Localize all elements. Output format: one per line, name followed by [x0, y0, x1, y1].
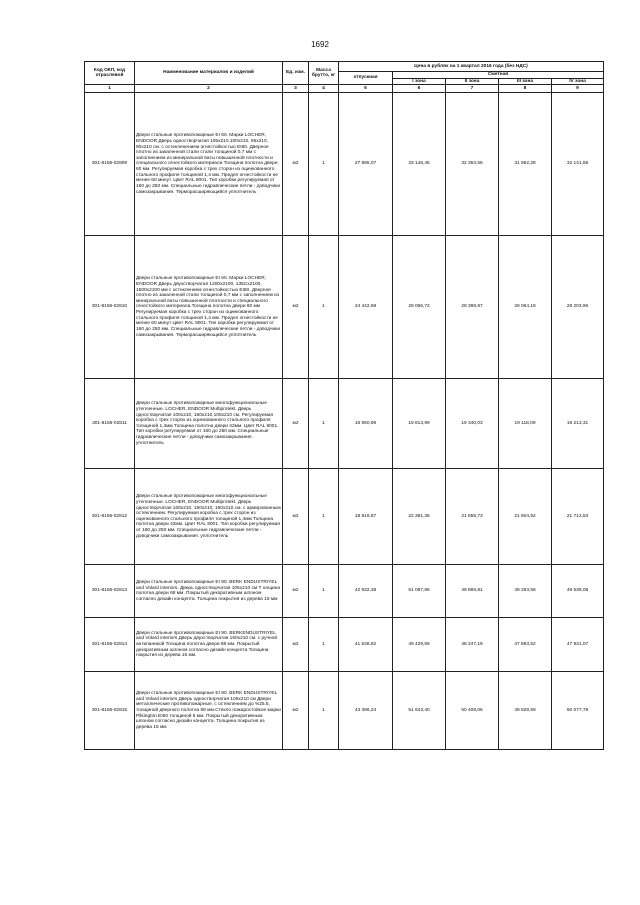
zone-3-price: 31 962,28: [499, 93, 552, 236]
item-mass: 1: [309, 379, 339, 469]
zone-2-price: 19 340,03: [446, 379, 499, 469]
column-number: 4: [309, 85, 339, 93]
item-mass: 1: [309, 469, 339, 565]
release-price: 16 650,96: [339, 379, 393, 469]
header-zone-1: I зона: [393, 78, 446, 85]
header-price-title: Цена в рублях на 1 квартал 2016 года (без НДС): [339, 62, 604, 72]
item-description: Двери стальные противопожарные многофункциональные утепленные. LOCHER, ENDOOR Multiprotekt. Дверь одностворчатая 100х210, 150х210, 160х210 см. с армированным остеклением. Регулируемая коробка с трех сторон из оцинкованного стального профиля толщиной 1,4мм Толщина полотна двери 42мм. Цвет RAL 9001. Тип коробки регулируемая от 160 до 250 мм. Специальные гидравлические петли - доводчики самозакрывания. уплотнитель: [135, 469, 283, 565]
release-price: 42 932,38: [339, 565, 393, 618]
zone-3-price: 19 118,09: [499, 379, 552, 469]
table-row: [85, 469, 604, 565]
zone-2-price: 32 353,56: [446, 93, 499, 236]
table-row: [85, 565, 604, 618]
table-row: [85, 672, 604, 750]
item-unit: м2: [283, 236, 309, 379]
page-number: 1692: [311, 40, 329, 49]
item-mass: 1: [309, 93, 339, 236]
zone-3-price: 49 293,56: [499, 565, 552, 618]
column-number: 9: [552, 85, 604, 93]
zone-1-price: 51 643,40: [393, 672, 446, 750]
zone-4-price: 49 539,08: [552, 565, 604, 618]
zone-1-price: 22 391,35: [393, 469, 446, 565]
release-price: 43 396,24: [339, 672, 393, 750]
column-number: 3: [283, 85, 309, 93]
table-row: [85, 379, 604, 469]
item-unit: м2: [283, 379, 309, 469]
item-unit: м2: [283, 469, 309, 565]
column-number: 2: [135, 85, 283, 93]
header-release-price: отпускная: [339, 72, 393, 85]
header-zone-3: III зона: [499, 78, 552, 85]
item-unit: м2: [283, 672, 309, 750]
zone-1-price: 33 146,45: [393, 93, 446, 236]
zone-4-price: 50 077,78: [552, 672, 604, 750]
release-price: 41 538,82: [339, 618, 393, 672]
column-number: 7: [446, 85, 499, 93]
table-header-row: [85, 62, 604, 72]
column-number: 6: [393, 85, 446, 93]
zone-1-price: 51 087,86: [393, 565, 446, 618]
header-estimate: Сметная: [393, 72, 604, 79]
zone-1-price: 29 065,72: [393, 236, 446, 379]
column-number: 5: [339, 85, 393, 93]
header-code: Код ОКП, код отраслевой: [85, 62, 135, 85]
item-unit: м2: [283, 93, 309, 236]
zone-3-price: 47 693,52: [499, 618, 552, 672]
header-zone-4: IV зона: [552, 78, 604, 85]
zone-3-price: 49 829,59: [499, 672, 552, 750]
zone-2-price: 21 855,73: [446, 469, 499, 565]
column-number-row: [85, 85, 604, 93]
zone-2-price: 48 247,19: [446, 618, 499, 672]
item-code: 301-8156-02809: [85, 93, 135, 236]
item-code: 301-8156-02814: [85, 618, 135, 672]
header-unit: Ед. изм.: [283, 62, 309, 85]
item-mass: 1: [309, 236, 339, 379]
price-table: [84, 61, 604, 750]
zone-4-price: 32 141,56: [552, 93, 604, 236]
item-unit: м2: [283, 618, 309, 672]
zone-1-price: 49 429,58: [393, 618, 446, 672]
item-mass: 1: [309, 565, 339, 618]
item-unit: м2: [283, 565, 309, 618]
release-price: 24 442,58: [339, 236, 393, 379]
item-code: 301-8156-02815: [85, 672, 135, 750]
item-description: Двери стальные противопожарные EI 60. Марки LOCHER, ENDOOR Дверь одностворчатая 105х210,100х210, 95х210, 90х210 см. с остекленением огнестойкостью EI60. Дверное плотно из закаленной стали стали толщиной 0,7 мм с заполнением из минеральной ваты повышенной плотности и специального огнестойкого материала Толщина полотна двери 60 мм. Регулируемая коробка с трех сторон из оцинкованного стального профиля толщиной 1,4 мм. Предел огнестойкости не менее 60 минут. Цвет RAL 9001. Тип коробки регулируемая от 160 до 250 мм. Специальные гидравлические петли - доводчики самозакрывания. Терморасширяющийся уплотнитель: [135, 93, 283, 236]
item-description: Двери стальные противопожарные EI 90. BERKENDUSTRIYEL and Volard interiors Дверь двухстворчатая 160х210 см. с ручной антипаникой Толщина полотна двери 68 мм. Покрытый декоративным шпоном согласно дизайн концепта Толщина покрытия из дерева 15 мм.: [135, 618, 283, 672]
item-description: Двери стальные противопожарные многофункциональные утепленные. LOCHER, ENDOOR Multiprotekt. Дверь одностворчатая 100х210, 150х210,105х210 см. Регулируемая коробка с трех сторон из оцинкованного стального профиля толщиной 1,4мм Толщина полотна двери 42мм. Цвет RAL 9001. Тип коробки регулируемая от 160 до 250 мм. Специальные гидравлические петли - доводчики самозакрывания. уплотнитель: [135, 379, 283, 469]
zone-4-price: 47 931,07: [552, 618, 604, 672]
item-code: 301-8156-02810: [85, 236, 135, 379]
zone-4-price: 28 203,96: [552, 236, 604, 379]
table-row: [85, 618, 604, 672]
zone-3-price: 28 064,18: [499, 236, 552, 379]
zone-4-price: 21 712,53: [552, 469, 604, 565]
zone-2-price: 49 865,81: [446, 565, 499, 618]
column-number: 8: [499, 85, 552, 93]
item-code: 301-8156-02811: [85, 379, 135, 469]
item-description: Двери стальные противопожарные EI 60. Марки LOCHER, ENDOOR Дверь двухстворчатая 1200х2100, 135Сх2100, 1500х2100 мм с остеклением огнестойкостью EI60. Дверное плотно из закаленной стали толщиной 0,7 мм с заполнением из минеральной ваты повышенной плотности и специального огнестойкого материала.Толщина полотна двери 60 мм Регулируемая коробка с трех сторон из оцинкованного стального профиля толщиной 1,4 мм. Предел огнестойкости не менее 60 минут Цвет RAL 9001. Тип коробки регулируемая от 160 до 250 мм. Специальные гидравлические петли - доводчики самозакрывания. Терморасширяющийся уплотнитель: [135, 236, 283, 379]
item-mass: 1: [309, 672, 339, 750]
table-row: [85, 93, 604, 236]
item-description: Двери стальные противопожарные EI 90. BERK ENDUSTRIYEL and Volard interiors Дверь одностворчатая 105х210 см Двери металлические противопожарные, с остеклением до %25.5, толщиной дверного полотна 68 мм.Стекло пожаростойкое марки Pilkington EI60 толщиной 6 мм. Покрытый декоративным шпоном согласно дизайн концепта. Толщина покрытия из дерева 15 мм: [135, 672, 283, 750]
zone-2-price: 50 408,06: [446, 672, 499, 750]
item-code: 301-8156-02813: [85, 565, 135, 618]
item-mass: 1: [309, 618, 339, 672]
zone-4-price: 19 213,31: [552, 379, 604, 469]
release-price: 27 895,07: [339, 93, 393, 236]
zone-3-price: 21 604,92: [499, 469, 552, 565]
table-row: [85, 236, 604, 379]
zone-2-price: 28 389,97: [446, 236, 499, 379]
header-name: Наименование материалов и изделий: [135, 62, 283, 85]
release-price: 18 816,87: [339, 469, 393, 565]
column-number: 1: [85, 85, 135, 93]
header-mass: Масса брутто, кг: [309, 62, 339, 85]
header-zone-2: II зона: [446, 78, 499, 85]
item-description: Двери стальные противопожарные EI 90. BERK ENDUSTRIYEL and Volard interiors. Дверь одностворчатая 105х210 см Т олщина полотна двери 68 мм. Покрытый декоративным шпоном согласно дизайн концепта. Толщина покрытия из дерева 15 мм: [135, 565, 283, 618]
zone-1-price: 19 813,99: [393, 379, 446, 469]
item-code: 301-8156-02812: [85, 469, 135, 565]
